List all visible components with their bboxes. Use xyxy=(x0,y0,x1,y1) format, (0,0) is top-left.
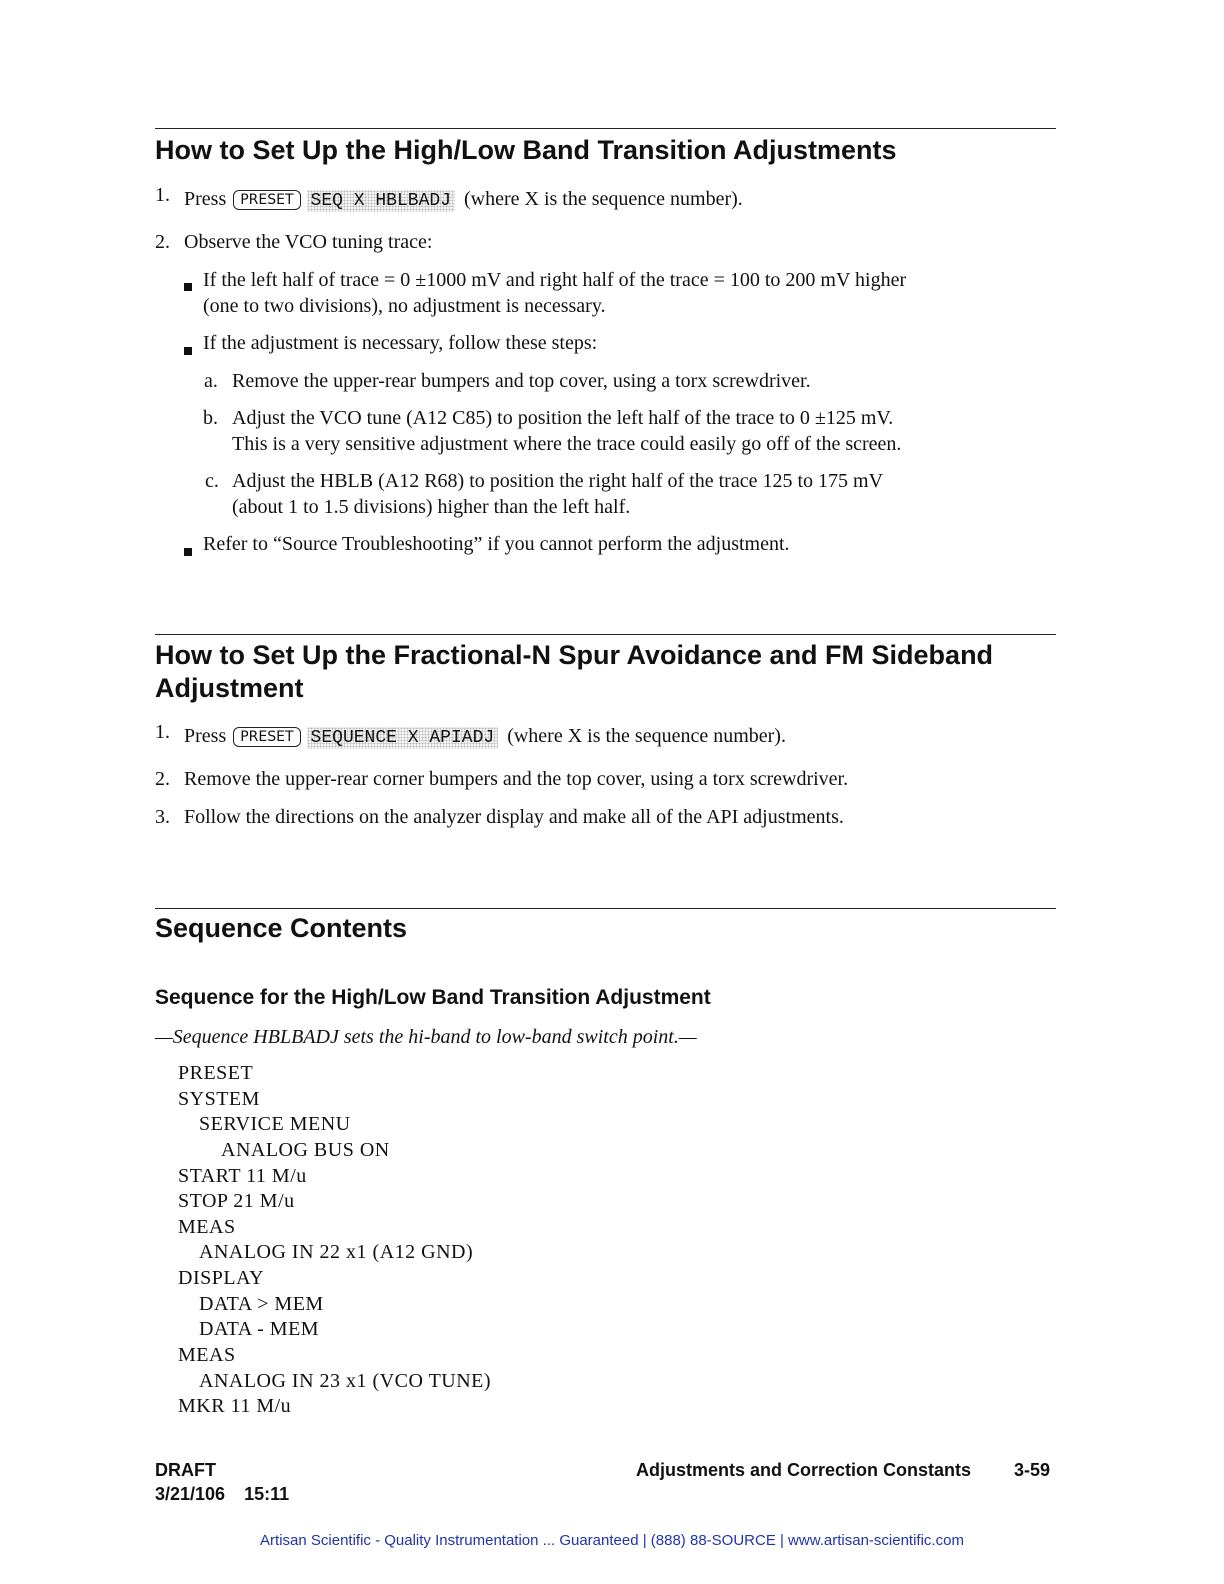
step-text: Observe the VCO tuning trace: xyxy=(184,231,433,253)
substep-label: b. xyxy=(203,407,218,429)
code-line: SERVICE MENU xyxy=(199,1113,351,1135)
footer-draft: DRAFT xyxy=(155,1460,216,1480)
step-3 xyxy=(155,804,844,830)
step-number: 1. xyxy=(155,184,170,206)
step-text: (where X is the sequence number). xyxy=(463,188,743,210)
bullet-text: If the adjustment is necessary, follow these steps: xyxy=(203,332,598,354)
title-line: Adjustment xyxy=(155,673,304,703)
step-number: 1. xyxy=(155,721,170,743)
substep-text: (about 1 to 1.5 divisions) higher than the left half. xyxy=(232,496,631,518)
section-title-sequence: Sequence Contents xyxy=(155,913,408,943)
bullet-icon xyxy=(184,283,192,291)
step-number: 2. xyxy=(155,768,170,790)
preset-hardkey: PRESET xyxy=(233,190,300,210)
code-line: START 11 M/u xyxy=(178,1165,307,1187)
section-divider xyxy=(155,634,1056,635)
section-divider xyxy=(155,908,1056,909)
step-2 xyxy=(155,229,433,255)
bullet-text: Refer to “Source Troubleshooting” if you cannot perform the adjustment. xyxy=(203,533,790,555)
sequence-intro: —Sequence HBLBADJ sets the hi-band to low-band switch point.— xyxy=(155,1026,697,1048)
substep-text: Remove the upper-rear bumpers and top cover, using a torx screwdriver. xyxy=(232,370,811,392)
source-banner: Artisan Scientific - Quality Instrumentation ... Guaranteed | (888) 88-SOURCE | www.artisan-scientific.com xyxy=(260,1532,964,1549)
subsection-title: Sequence for the High/Low Band Transition Adjustment xyxy=(155,986,711,1009)
title-line: How to Set Up the Fractional-N Spur Avoidance and FM Sideband xyxy=(155,640,994,670)
code-line: ANALOG IN 22 x1 (A12 GND) xyxy=(199,1241,474,1263)
footer-page-number: 3-59 xyxy=(1014,1460,1051,1480)
step-text: Follow the directions on the analyzer display and make all of the API adjustments. xyxy=(184,806,844,828)
step-1 xyxy=(155,186,743,212)
step-text: (where X is the sequence number). xyxy=(507,725,786,747)
code-line: STOP 21 M/u xyxy=(178,1190,295,1212)
code-line: PRESET xyxy=(178,1062,254,1084)
footer-time: 15:11 xyxy=(244,1484,290,1504)
bullet-icon xyxy=(184,548,192,556)
preset-hardkey: PRESET xyxy=(233,727,300,747)
step-text: Remove the upper-rear corner bumpers and the top cover, using a torx screwdriver. xyxy=(184,768,849,790)
substep-label: a. xyxy=(204,370,218,392)
step-text: Press xyxy=(184,188,227,210)
code-line: DATA - MEM xyxy=(199,1318,320,1340)
code-line: MEAS xyxy=(178,1216,236,1238)
code-line: MKR 11 M/u xyxy=(178,1395,292,1417)
substep-label: c. xyxy=(205,470,219,492)
step-text: Press xyxy=(184,725,227,747)
seq-softkey: SEQ X HBLBADJ xyxy=(307,190,455,212)
footer-chapter: Adjustments and Correction Constants xyxy=(636,1460,972,1480)
step-2 xyxy=(155,766,849,792)
code-line: SYSTEM xyxy=(178,1088,260,1110)
step-1 xyxy=(155,723,786,749)
code-line: ANALOG BUS ON xyxy=(221,1139,390,1161)
section-divider xyxy=(155,128,1056,129)
sequence-softkey: SEQUENCE X APIADJ xyxy=(307,727,499,749)
step-number: 3. xyxy=(155,806,170,828)
section-title-hblb: How to Set Up the High/Low Band Transition Adjustments xyxy=(155,135,897,165)
bullet-icon xyxy=(184,347,192,355)
substep-text: Adjust the VCO tune (A12 C85) to position the left half of the trace to 0 ±125 mV. xyxy=(232,407,894,429)
step-number: 2. xyxy=(155,231,170,253)
footer-date xyxy=(155,1482,289,1506)
bullet-text: (one to two divisions), no adjustment is necessary. xyxy=(203,295,606,317)
code-line: DATA > MEM xyxy=(199,1293,324,1315)
code-line: DISPLAY xyxy=(178,1267,265,1289)
substep-text: Adjust the HBLB (A12 R68) to position the right half of the trace 125 to 175 mV xyxy=(232,470,884,492)
bullet-text: If the left half of trace = 0 ±1000 mV and right half of the trace = 100 to 200 mV higher xyxy=(203,269,907,291)
footer-date-value: 3/21/106 xyxy=(155,1484,226,1504)
code-line: ANALOG IN 23 x1 (VCO TUNE) xyxy=(199,1370,492,1392)
substep-text: This is a very sensitive adjustment where the trace could easily go off of the screen. xyxy=(232,433,902,455)
code-line: MEAS xyxy=(178,1344,236,1366)
section-title-fracn xyxy=(155,639,1055,705)
